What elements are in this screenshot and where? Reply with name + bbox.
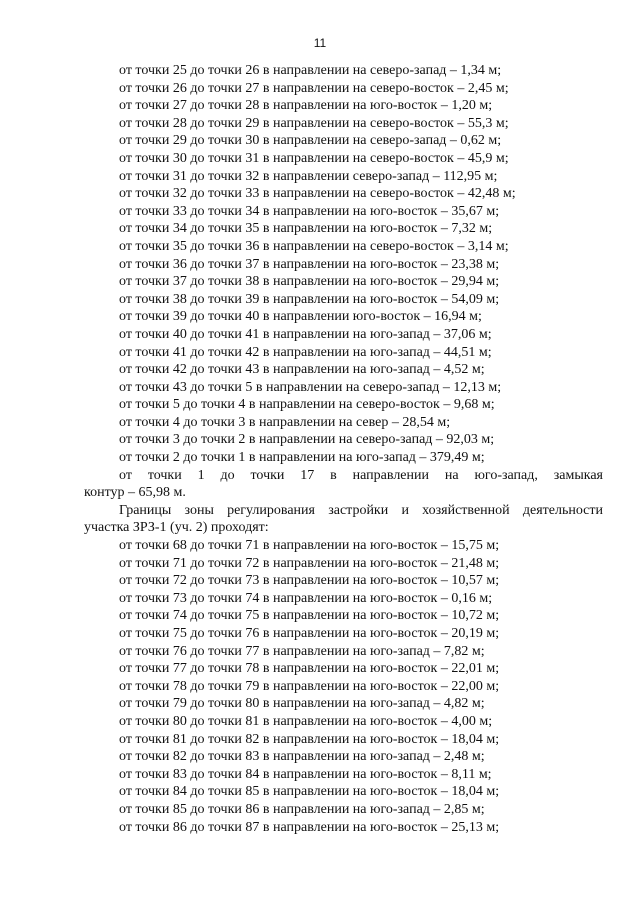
boundary-segment-line: от точки 43 до точки 5 в направлении на северо-запад – 12,13 м;	[119, 379, 502, 395]
boundary-segment-line: от точки 28 до точки 29 в направлении на северо-восток – 55,3 м;	[119, 115, 509, 131]
boundary-segment-line: от точки 72 до точки 73 в направлении на юго-восток – 10,57 м;	[119, 573, 500, 589]
boundary-segment-line: от точки 84 до точки 85 в направлении на юго-восток – 18,04 м;	[119, 784, 500, 800]
boundary-list-part2	[119, 537, 603, 836]
boundary-segment-line: от точки 78 до точки 79 в направлении на юго-восток – 22,00 м;	[119, 678, 500, 694]
boundary-list-part1	[119, 62, 603, 467]
closing-paragraph	[84, 467, 603, 502]
boundary-segment-line: от точки 30 до точки 31 в направлении на северо-восток – 45,9 м;	[119, 150, 509, 166]
boundary-segment-line: от точки 71 до точки 72 в направлении на юго-восток – 21,48 м;	[119, 555, 500, 571]
boundary-segment-line: от точки 25 до точки 26 в направлении на северо-запад – 1,34 м;	[119, 63, 502, 78]
boundary-segment-line: от точки 42 до точки 43 в направлении на юго-запад – 4,52 м;	[119, 362, 485, 378]
boundary-segment-line: от точки 36 до точки 37 в направлении на юго-восток – 23,38 м;	[119, 256, 500, 272]
boundary-segment-line: от точки 68 до точки 71 в направлении на юго-восток – 15,75 м;	[119, 538, 500, 554]
section-heading	[84, 502, 603, 537]
boundary-segment-line: от точки 31 до точки 32 в направлении северо-запад – 112,95 м;	[119, 168, 498, 184]
boundary-segment-line: от точки 82 до точки 83 в направлении на юго-запад – 2,48 м;	[119, 749, 485, 765]
boundary-segment-line: от точки 76 до точки 77 в направлении на юго-запад – 7,82 м;	[119, 643, 485, 659]
boundary-segment-line: от точки 85 до точки 86 в направлении на юго-запад – 2,85 м;	[119, 801, 485, 817]
boundary-segment-line: от точки 75 до точки 76 в направлении на юго-восток – 20,19 м;	[119, 626, 500, 641]
boundary-segment-line: от точки 74 до точки 75 в направлении на юго-восток – 10,72 м;	[119, 608, 500, 624]
boundary-segment-line: от точки 26 до точки 27 в направлении на северо-восток – 2,45 м;	[119, 80, 509, 96]
boundary-segment-line: от точки 77 до точки 78 в направлении на юго-восток – 22,01 м;	[119, 661, 500, 677]
boundary-segment-line: от точки 2 до точки 1 в направлении на юго-запад – 379,49 м;	[119, 450, 485, 466]
boundary-segment-line: от точки 41 до точки 42 в направлении на юго-запад – 44,51 м;	[119, 344, 492, 360]
boundary-segment-line: от точки 3 до точки 2 в направлении на северо-запад – 92,03 м;	[119, 432, 495, 448]
boundary-segment-line: от точки 83 до точки 84 в направлении на юго-восток – 8,11 м;	[119, 766, 492, 782]
boundary-segment-line: от точки 38 до точки 39 в направлении на юго-восток – 54,09 м;	[119, 291, 500, 307]
boundary-segment-line: от точки 40 до точки 41 в направлении на юго-запад – 37,06 м;	[119, 326, 492, 342]
boundary-segment-line: от точки 81 до точки 82 в направлении на юго-восток – 18,04 м;	[119, 731, 500, 747]
closing-line-2: контур – 65,98 м.	[84, 485, 186, 501]
boundary-segment-line: от точки 4 до точки 3 в направлении на север – 28,54 м;	[119, 414, 451, 430]
boundary-segment-line: от точки 33 до точки 34 в направлении на юго-восток – 35,67 м;	[119, 203, 500, 219]
boundary-segment-line: от точки 29 до точки 30 в направлении на северо-запад – 0,62 м;	[119, 133, 502, 149]
section-heading-line-1: Границы зоны регулирования застройки и хозяйственной деятельности	[119, 502, 603, 518]
boundary-segment-line: от точки 5 до точки 4 в направлении на северо-восток – 9,68 м;	[119, 397, 495, 413]
boundary-segment-line: от точки 34 до точки 35 в направлении на юго-восток – 7,32 м;	[119, 221, 493, 237]
boundary-segment-line: от точки 27 до точки 28 в направлении на юго-восток – 1,20 м;	[119, 98, 493, 114]
page-number: 11	[313, 36, 327, 50]
document-body	[84, 62, 603, 836]
closing-line-1: от точки 1 до точки 17 в направлении на юго-запад, замыкая	[119, 467, 603, 483]
boundary-segment-line: от точки 35 до точки 36 в направлении на северо-восток – 3,14 м;	[119, 238, 509, 254]
boundary-segment-line: от точки 39 до точки 40 в направлении юго-восток – 16,94 м;	[119, 309, 482, 325]
boundary-segment-line: от точки 86 до точки 87 в направлении на юго-восток – 25,13 м;	[119, 819, 500, 835]
boundary-segment-line: от точки 73 до точки 74 в направлении на юго-восток – 0,16 м;	[119, 590, 493, 606]
boundary-segment-line: от точки 37 до точки 38 в направлении на юго-восток – 29,94 м;	[119, 274, 500, 290]
boundary-segment-line: от точки 80 до точки 81 в направлении на юго-восток – 4,00 м;	[119, 713, 493, 729]
boundary-segment-line: от точки 32 до точки 33 в направлении на северо-восток – 42,48 м;	[119, 186, 516, 202]
section-heading-line-2: участка ЗРЗ-1 (уч. 2) проходят:	[84, 520, 269, 536]
boundary-segment-line: от точки 79 до точки 80 в направлении на юго-запад – 4,82 м;	[119, 696, 485, 712]
